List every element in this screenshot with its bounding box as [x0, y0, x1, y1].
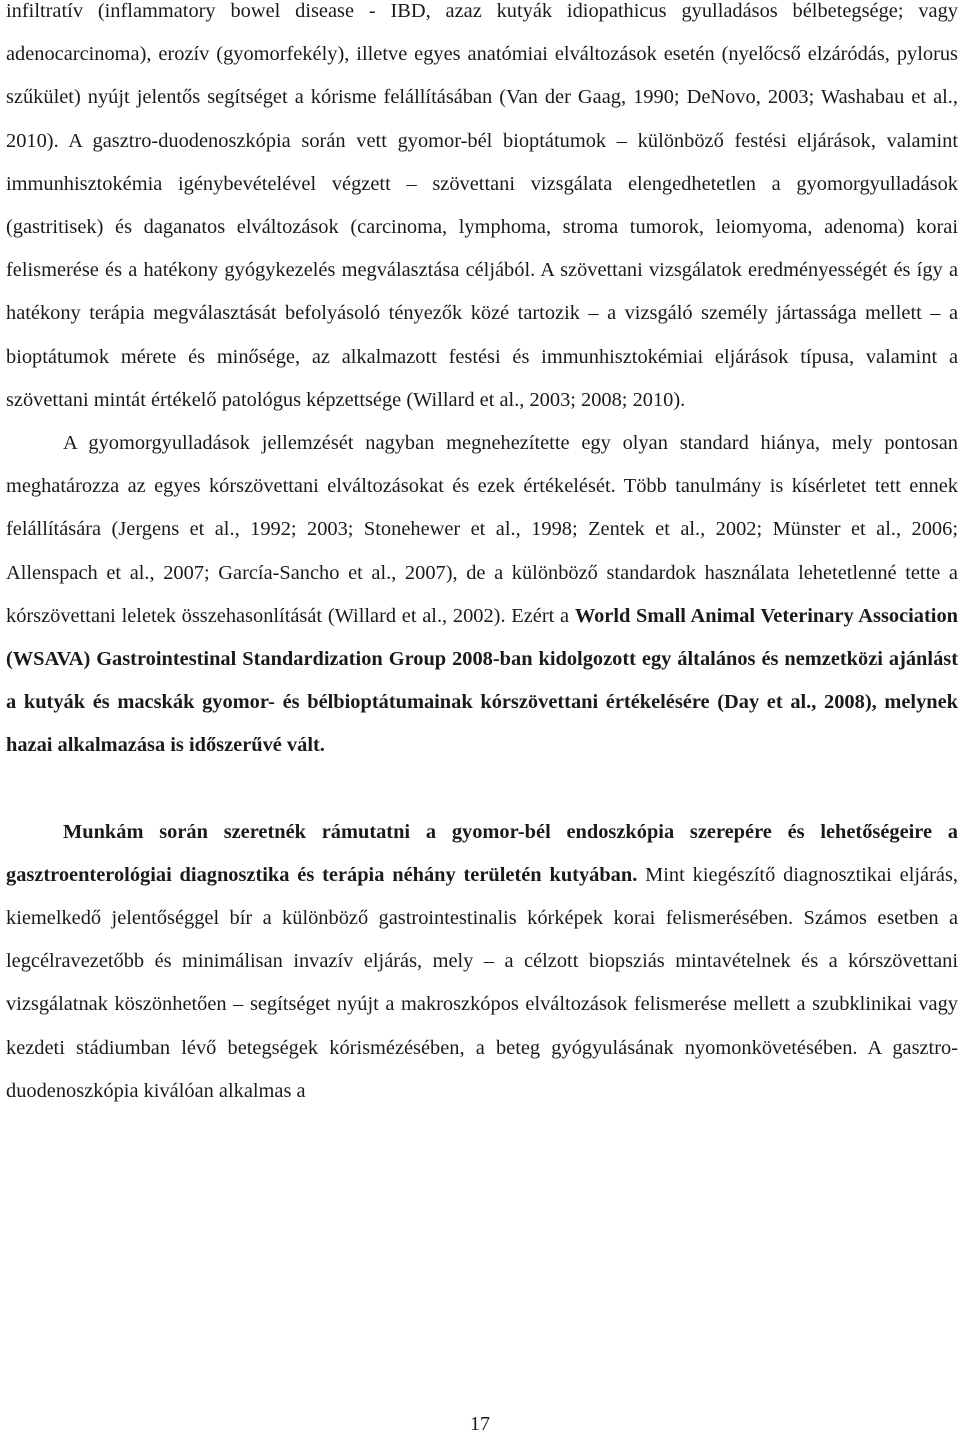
paragraph-1-text: infiltratív (inflammatory bowel disease - IBD, azaz kutyák idiopathicus gyulladásos bélbetegsége; vagy adenocarcinoma), erozív (gyomorfekély), illetve egyes anatómiai elváltozások esetén (nyelőcső elzáródás, pylorus szűkület) nyújt jelentős segítséget a kórisme felállításában (Van der Gaag, 1990; DeNovo, 2003; Washabau et al., 2010). A gasztro-duodenoszkópia során vett gyomor-bél bioptátumok – különböző festési eljárások, valamint immunhisztokémia igénybevételével végzett – szövettani vizsgálata elengedhetetlen a gyomorgyulladások (gastritisek) és daganatos elváltozások (carcinoma, lymphoma, stroma tumorok, leiomyoma, adenoma) korai felismerése és a hatékony gyógykezelés megválasztása céljából. A szövettani vizsgálatok eredményességét és így a hatékony terápia megválasztását befolyásoló tényezők közé tartozik – a vizsgáló személy jártassága mellett – a bioptátumok mérete és minősége, az alkalmazott festési és immunhisztokémiai eljárások típusa, valamint a szövettani mintát értékelő patológus képzettsége (Willard et al., 2003; 2008; 2010). — [6, 0, 958, 411]
document-page — [6, 0, 958, 1113]
paragraph-2 — [6, 422, 958, 768]
paragraph-3-bold-text: Munkám során szeretnék rámutatni a gyomor-bél endoszkópia szerepére és lehetőségeire a gasztroenterológiai diagnosztika és terápia néhány területén kutyában. — [6, 820, 958, 886]
paragraph-1 — [6, 0, 958, 422]
paragraph-2-bold-text: World Small Animal Veterinary Association (WSAVA) Gastrointestinal Standardization Group 2008-ban kidolgozott egy általános és nemzetközi ajánlást a kutyák és macskák gyomor- és bélbioptátumainak kórszövettani értékelésére (Day et al., 2008), melynek hazai alkalmazása is időszerűvé vált. — [6, 604, 958, 757]
paragraph-3 — [6, 811, 958, 1113]
page-number: 17 — [470, 1413, 490, 1435]
paragraph-2-text: A gyomorgyulladások jellemzését nagyban megnehezítette egy olyan standard hiánya, mely pontosan meghatározza az egyes kórszövettani elváltozásokat és ezek értékelését. Több tanulmány is kísérletet tett ennek felállítására (Jergens et al., 1992; 2003; Stonehewer et al., 1998; Zentek et al., 2002; Münster et al., 2006; Allenspach et al., 2007; García-Sancho et al., 2007), de a különböző standardok használata lehetetlenné tette a kórszövettani leletek összehasonlítását (Willard et al., 2002). Ezért a — [6, 432, 958, 627]
paragraph-3-text: Mint kiegészítő diagnosztikai eljárás, kiemelkedő jelentőséggel bír a különböző gastrointestinalis kórképek korai felismerésében. Számos esetben a legcélravezetőbb és minimálisan invazív eljárás, mely – a célzott biopsziás mintavételnek és a kórszövettani vizsgálatnak köszönhetően – segítséget nyújt a makroszkópos elváltozások felismerése mellett a szubklinikai vagy kezdeti stádiumban lévő betegségek kórismézésében, a beteg gyógyulásának nyomonkövetésében. A gasztro-duodenoszkópia kiválóan alkalmas a — [6, 863, 958, 1102]
